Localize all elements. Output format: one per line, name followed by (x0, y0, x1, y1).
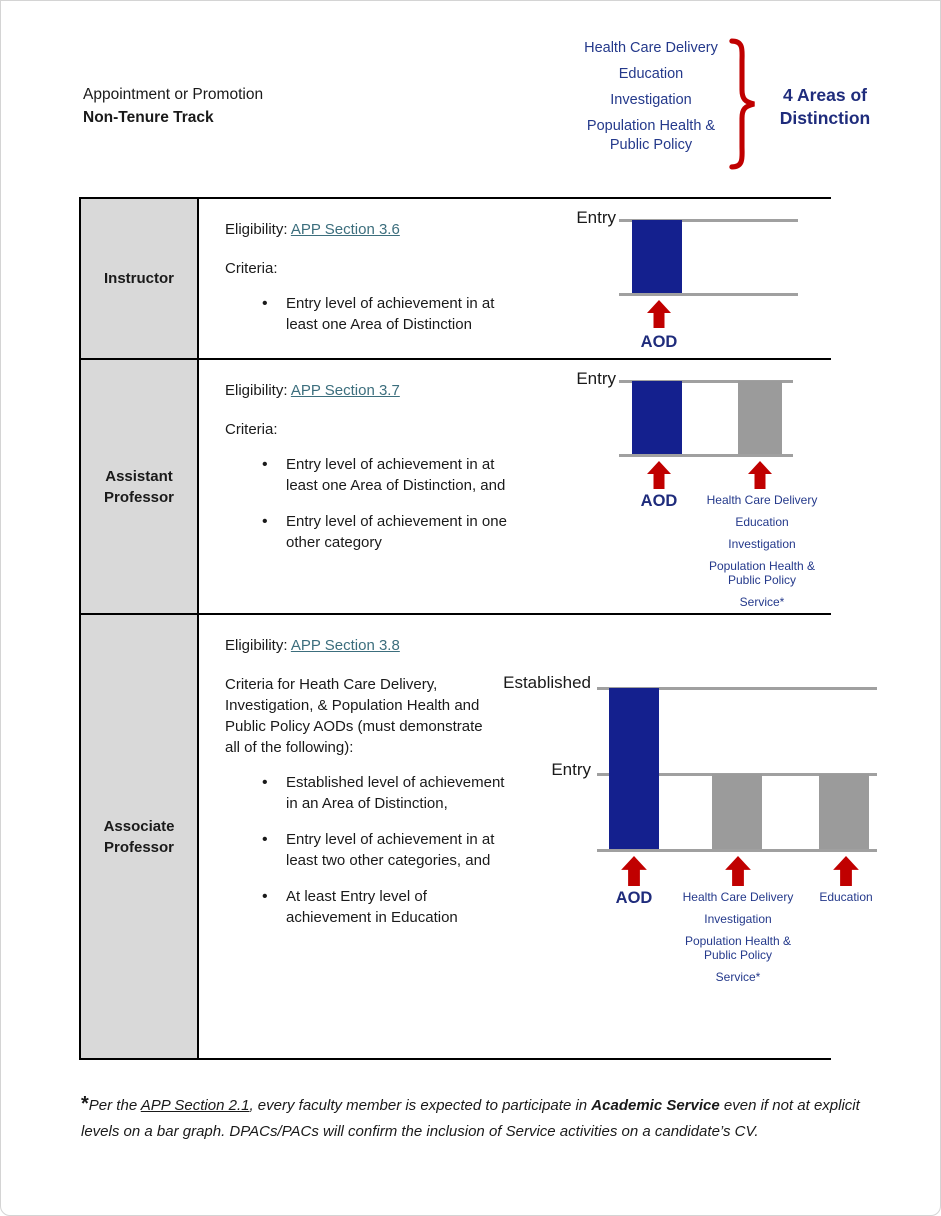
education-label-group (796, 890, 896, 912)
criteria-list (260, 454, 510, 553)
category-label: Service* (739, 595, 785, 609)
category-label: Population Health & Public Policy (684, 934, 792, 962)
aod-bar (632, 381, 682, 456)
eligibility-line (225, 221, 831, 238)
footnote (81, 1091, 889, 1145)
eligibility-label: Eligibility: (225, 382, 291, 399)
aod-legend-list (553, 39, 749, 155)
up-arrow-icon (748, 461, 772, 489)
other-category-bar (738, 381, 782, 456)
page-title-line2: Non-Tenure Track (83, 109, 214, 126)
criteria-list (260, 772, 510, 928)
category-label: Health Care Delivery (706, 493, 818, 507)
aod-arrow-label: AOD (615, 889, 653, 907)
criteria-item: • Entry level of achievement in at least one Area of Distinction, and (260, 454, 510, 496)
entry-axis-label: Entry (576, 369, 616, 388)
page-title-line1: Appointment or Promotion (83, 86, 264, 103)
established-axis-label: Established (503, 673, 591, 692)
up-arrow-icon (621, 856, 647, 886)
category-label: Population Health & Public Policy (708, 559, 816, 587)
aod-legend-item: Investigation (610, 92, 692, 108)
row-title: Instructor (81, 199, 199, 358)
table-row-assistant-professor (81, 360, 831, 615)
aod-bar (632, 220, 682, 295)
criteria-item: • Entry level of achievement in one other category (260, 511, 510, 553)
criteria-item: • At least Entry level of achievement in Education (260, 886, 510, 928)
aod-legend-item: Population Health & Public Policy (586, 118, 716, 153)
brace-icon (727, 37, 757, 171)
app-section-2-1-link[interactable]: APP Section 2.1 (140, 1097, 250, 1114)
baseline (619, 293, 798, 296)
footnote-text-pre: Per the (88, 1097, 141, 1114)
eligibility-label: Eligibility: (225, 221, 291, 238)
other-category-labels (658, 890, 818, 992)
app-section-link[interactable]: APP Section 3.7 (290, 382, 400, 399)
baseline (597, 849, 877, 852)
criteria-item: • Entry level of achievement in at least one Area of Distinction (260, 293, 510, 335)
criteria-intro: Criteria: (225, 260, 278, 277)
table-row-instructor (81, 199, 831, 360)
other-category-bar (712, 774, 762, 849)
category-label: Investigation (728, 537, 796, 551)
eligibility-line (225, 637, 831, 654)
criteria-intro: Criteria for Heath Care Delivery, Investigation, & Population Health and Public Policy AODs (must demonstrate all of the following): (225, 676, 483, 756)
page-title (83, 83, 263, 129)
aod-legend-item: Health Care Delivery (584, 40, 718, 56)
row-title: Assistant Professor (81, 360, 199, 613)
category-label: Investigation (704, 912, 772, 926)
app-section-link[interactable]: APP Section 3.8 (290, 637, 400, 654)
entry-axis-label: Entry (576, 208, 616, 227)
promotion-table (79, 197, 873, 1060)
app-section-link[interactable]: APP Section 3.6 (290, 221, 400, 238)
aod-legend-title: 4 Areas of Distinction (779, 85, 871, 128)
footnote-text-post: even if not at explicit levels on a bar graph. DPACs/PACs will confirm the inclusion of Service activities on a candidate’s CV. (81, 1097, 860, 1140)
aod-bar (609, 688, 659, 849)
baseline (619, 454, 793, 457)
category-label: Education (735, 515, 789, 529)
footnote-text-mid: , every faculty member is expected to participate in (249, 1097, 592, 1114)
footnote-asterisk: * (81, 1093, 89, 1115)
criteria-intro: Criteria: (225, 421, 278, 438)
up-arrow-icon (833, 856, 859, 886)
criteria-item: • Established level of achievement in an Area of Distinction, (260, 772, 510, 814)
up-arrow-icon (647, 461, 671, 489)
education-bar (819, 774, 869, 849)
aod-legend-item: Education (618, 66, 684, 82)
category-label: Health Care Delivery (682, 890, 794, 904)
row-content (199, 199, 831, 358)
category-label: Service* (715, 970, 761, 984)
entry-axis-label: Entry (551, 760, 591, 779)
criteria-list (260, 293, 510, 335)
up-arrow-icon (647, 300, 671, 328)
aod-arrow-label: AOD (640, 333, 678, 351)
eligibility-label: Eligibility: (225, 637, 291, 654)
footnote-academic-service: Academic Service (591, 1097, 720, 1114)
row-title: Associate Professor (81, 615, 199, 1058)
criteria-item: • Entry level of achievement in at least two other categories, and (260, 829, 510, 871)
aod-arrow-label: AOD (640, 492, 678, 510)
up-arrow-icon (725, 856, 751, 886)
category-label: Education (819, 890, 873, 904)
other-category-labels (682, 493, 842, 617)
table-row-associate-professor (81, 615, 873, 1058)
